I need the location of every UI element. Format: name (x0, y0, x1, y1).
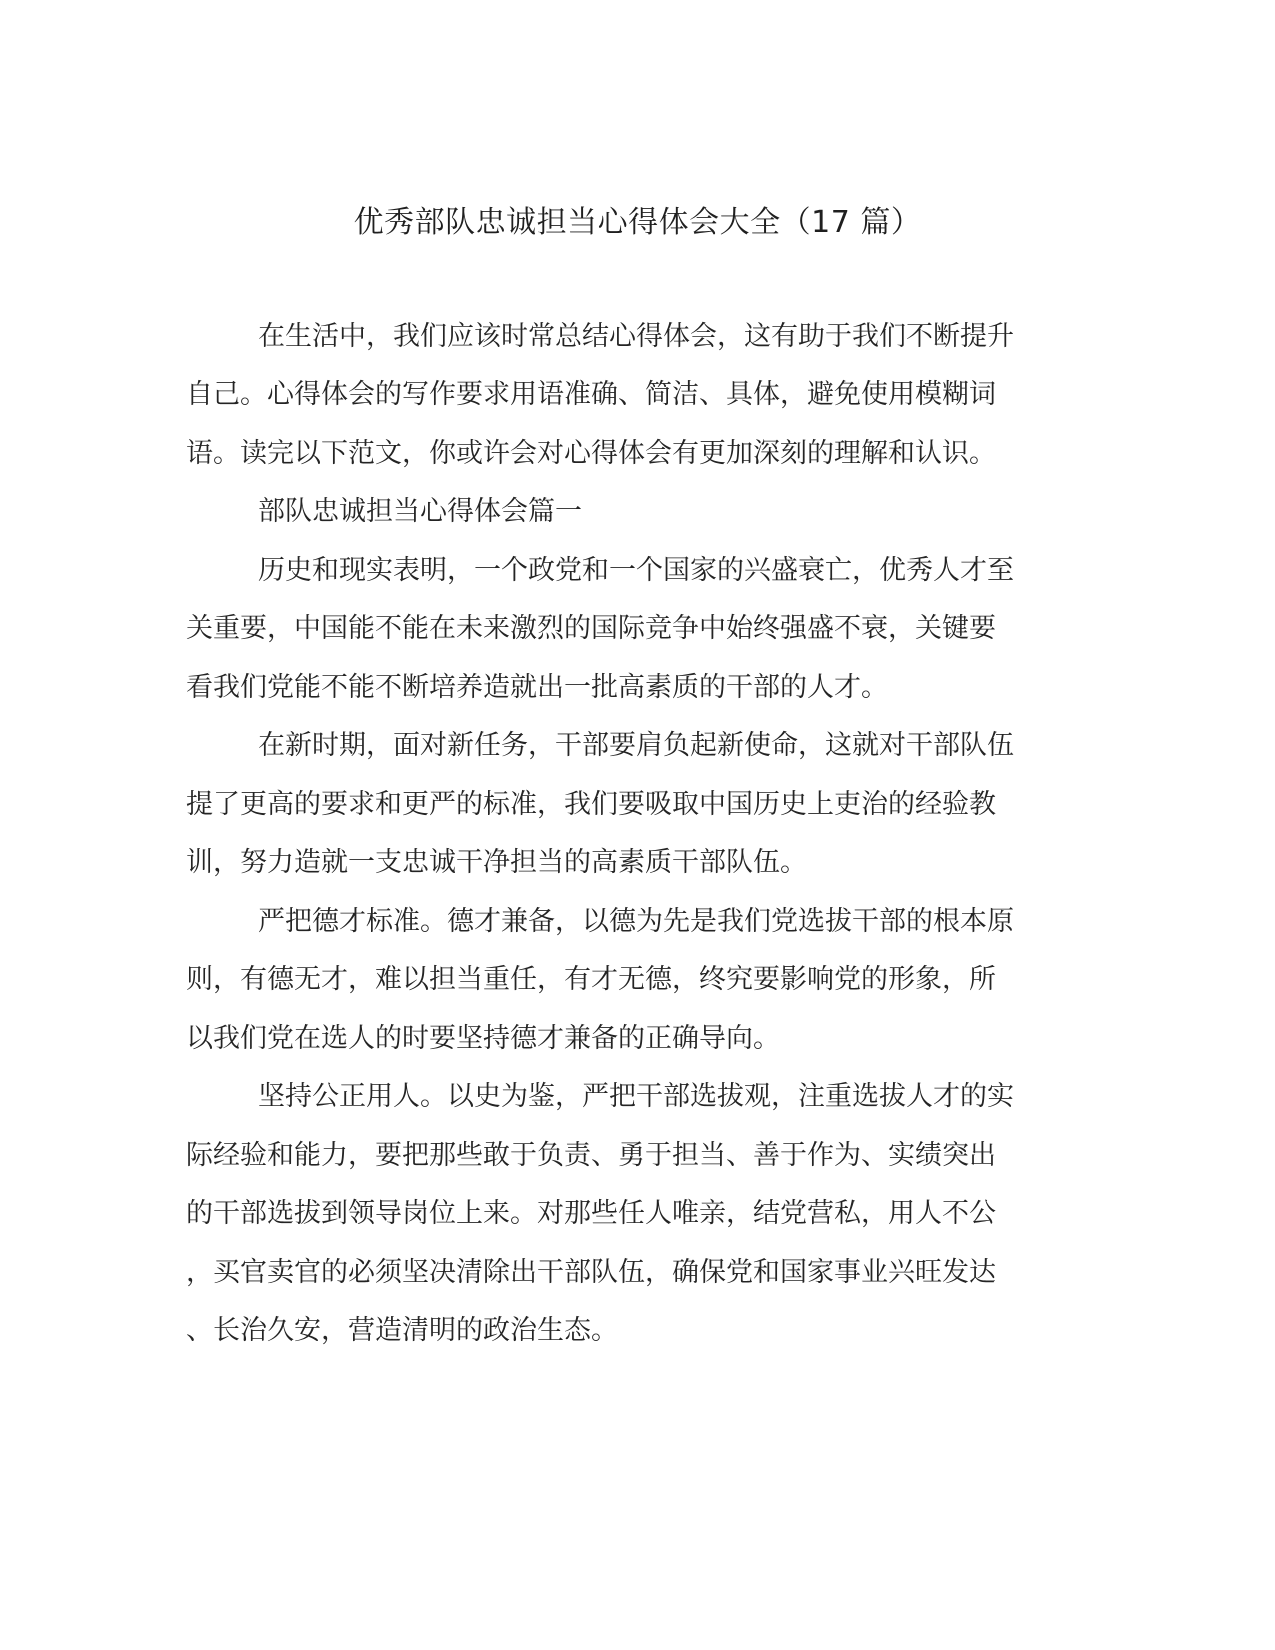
body-line: 严把德才标准。德才兼备，以德为先是我们党选拔干部的根本原 (258, 906, 1014, 937)
body-line: ，买官卖官的必须坚决清除出干部队伍，确保党和国家事业兴旺发达 (186, 1257, 996, 1288)
body-line: 、长治久安，营造清明的政治生态。 (186, 1315, 618, 1346)
document-title: 优秀部队忠诚担当心得体会大全（17 篇） (353, 205, 922, 240)
body-line: 在生活中，我们应该时常总结心得体会，这有助于我们不断提升 (258, 321, 1014, 352)
section-heading: 部队忠诚担当心得体会篇一 (258, 496, 582, 527)
body-line: 自己。心得体会的写作要求用语准确、简洁、具体，避免使用模糊词 (186, 379, 996, 410)
body-line: 在新时期，面对新任务，干部要肩负起新使命，这就对干部队伍 (258, 730, 1014, 761)
body-line: 看我们党能不能不断培养造就出一批高素质的干部的人才。 (186, 672, 888, 703)
body-line: 训，努力造就一支忠诚干净担当的高素质干部队伍。 (186, 847, 807, 878)
body-line: 以我们党在选人的时要坚持德才兼备的正确导向。 (186, 1023, 780, 1054)
body-line: 坚持公正用人。以史为鉴，严把干部选拔观，注重选拔人才的实 (258, 1081, 1014, 1112)
body-line: 语。读完以下范文，你或许会对心得体会有更加深刻的理解和认识。 (186, 438, 996, 469)
body-line: 历史和现实表明，一个政党和一个国家的兴盛衰亡，优秀人才至 (258, 555, 1014, 586)
body-line: 则，有德无才，难以担当重任，有才无德，终究要影响党的形象，所 (186, 964, 996, 995)
body-line: 关重要，中国能不能在未来激烈的国际竞争中始终强盛不衰，关键要 (186, 613, 996, 644)
body-line: 的干部选拔到领导岗位上来。对那些任人唯亲，结党营私，用人不公 (186, 1198, 996, 1229)
body-line: 际经验和能力，要把那些敢于负责、勇于担当、善于作为、实绩突出 (186, 1140, 996, 1171)
body-line: 提了更高的要求和更严的标准，我们要吸取中国历史上吏治的经验教 (186, 789, 996, 820)
